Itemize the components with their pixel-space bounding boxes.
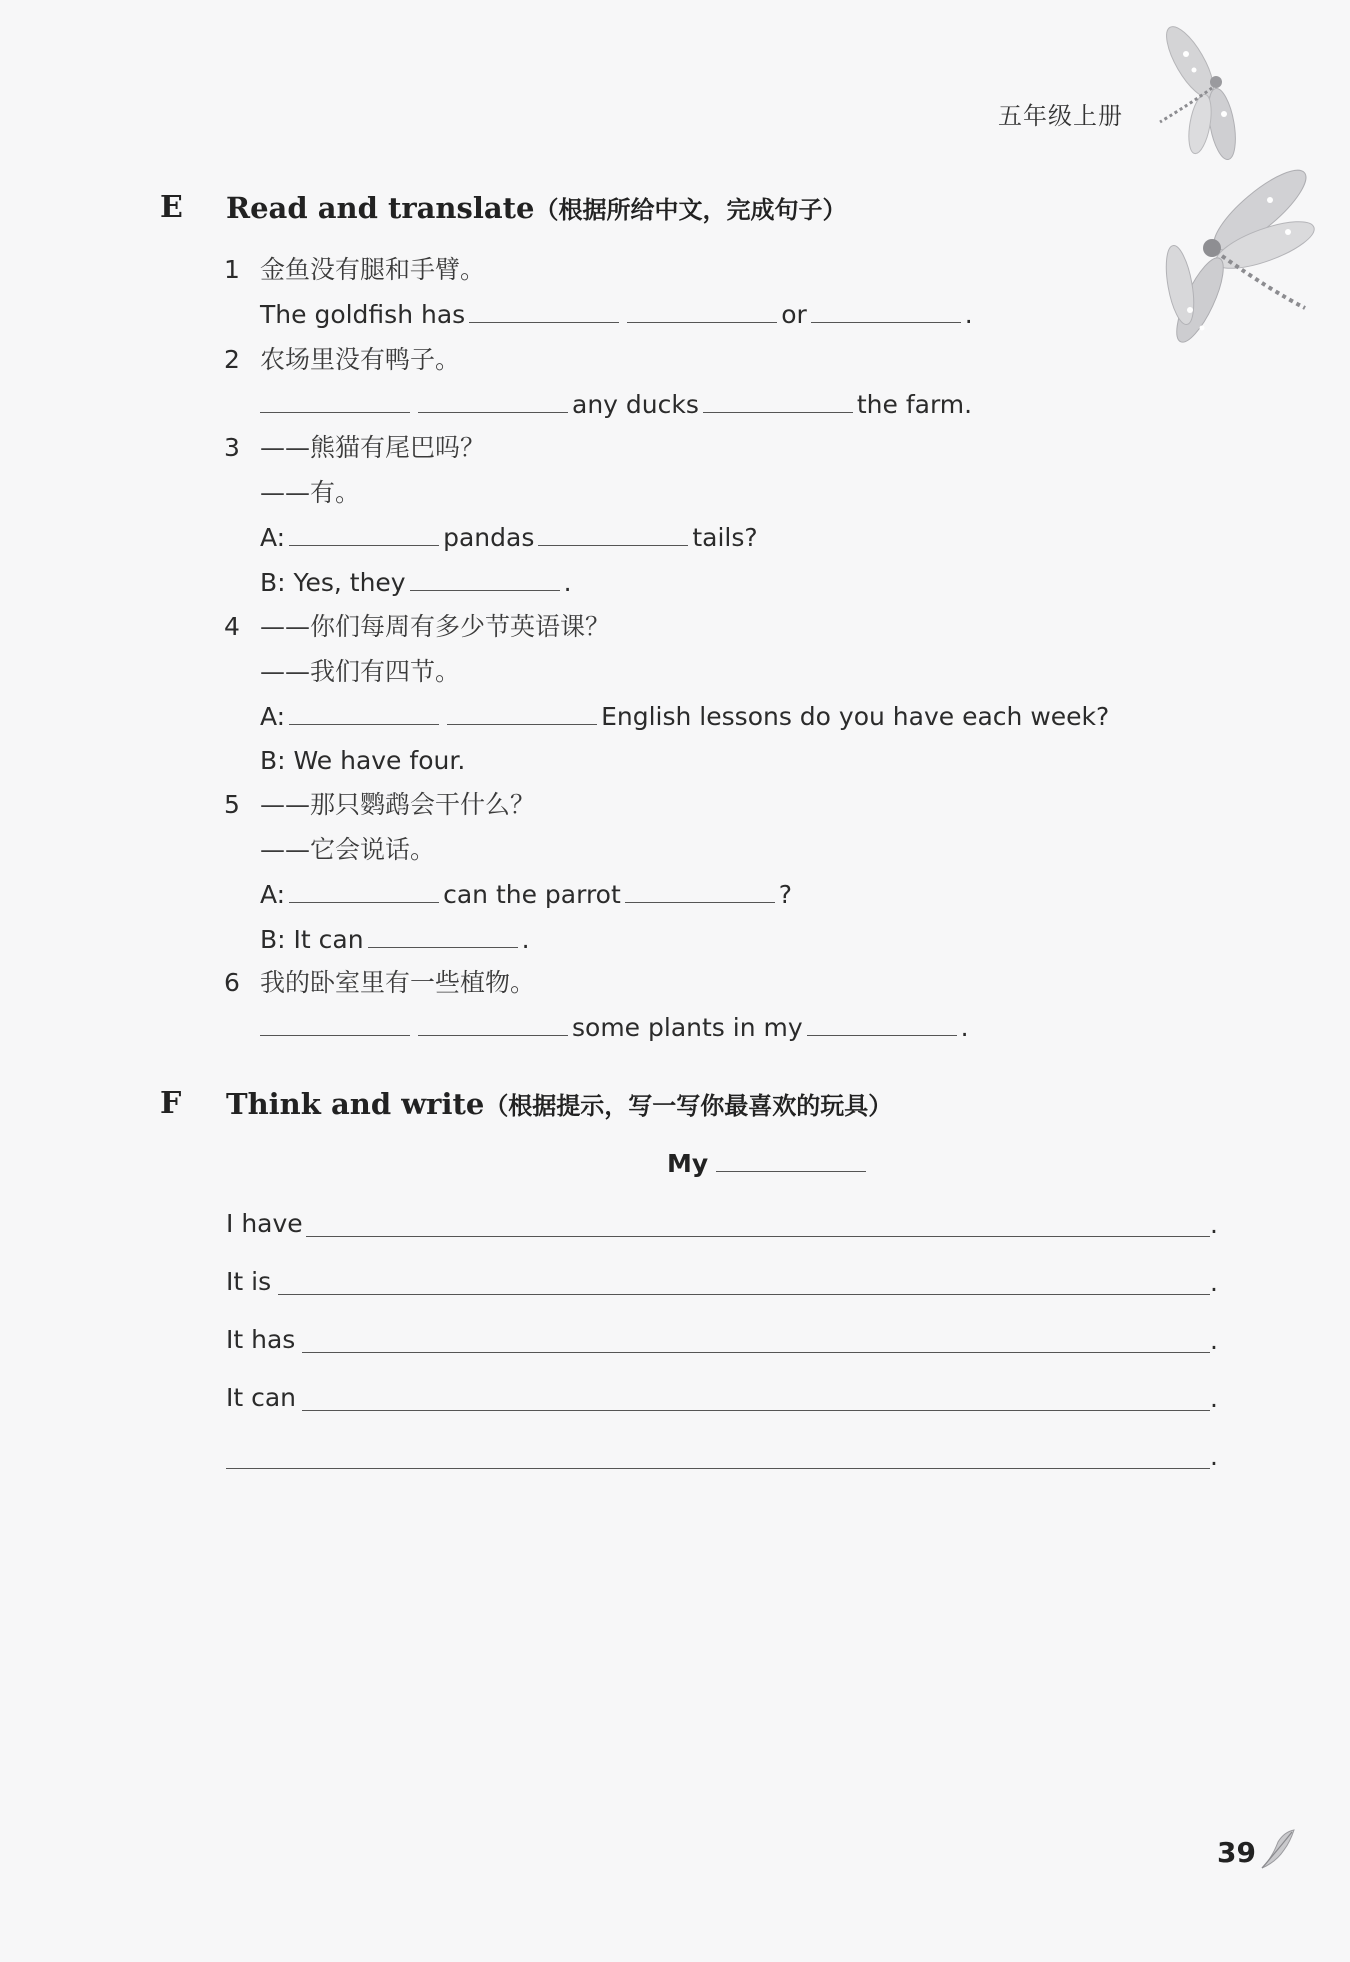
writing-line-1-dot: . [1210, 1210, 1218, 1239]
title-blank[interactable] [716, 1145, 866, 1172]
answer-text: . [960, 1013, 969, 1042]
speaker-b: B: It can [260, 925, 364, 954]
writing-line-4-label: It can [226, 1383, 297, 1412]
answer-text: can the parrot [443, 880, 621, 909]
speaker-a: A: [260, 702, 286, 731]
answer-blank[interactable] [447, 698, 597, 725]
writing-line-3[interactable] [302, 1352, 1210, 1353]
section-e-letter: E [160, 190, 183, 225]
answer-text: pandas [443, 523, 535, 552]
speaker-b: B: Yes, they [260, 568, 406, 597]
answer-blank[interactable] [289, 876, 439, 903]
writing-line-2[interactable] [278, 1294, 1210, 1295]
section-f-title-zh: （根据提示，写一写你最喜欢的玩具） [484, 1092, 893, 1120]
item-number: 3 [224, 433, 240, 462]
writing-line-1-label: I have [226, 1209, 303, 1238]
item-number: 1 [224, 255, 240, 284]
section-f-title [226, 1086, 892, 1121]
answer-blank[interactable] [418, 386, 568, 413]
answer-text: . [563, 568, 572, 597]
answer-text: any ducks [572, 390, 699, 419]
answer-text: tails? [692, 523, 758, 552]
speaker-a: A: [260, 880, 286, 909]
answer-blank[interactable] [625, 876, 775, 903]
answer-blank[interactable] [289, 698, 439, 725]
answer-text: B: We have four. [260, 746, 466, 775]
answer-blank[interactable] [410, 564, 560, 591]
section-e-title [226, 190, 847, 225]
answer-blank[interactable] [260, 1009, 410, 1036]
item-chinese: 我的卧室里有一些植物。 [260, 968, 536, 997]
answer-blank[interactable] [469, 296, 619, 323]
answer-blank[interactable] [368, 921, 518, 948]
item-number: 4 [224, 612, 240, 641]
answer-blank[interactable] [260, 386, 410, 413]
answer-blank[interactable] [703, 386, 853, 413]
answer-blank[interactable] [418, 1009, 568, 1036]
writing-line-2-dot: . [1210, 1268, 1218, 1297]
answer-text: English lessons do you have each week? [601, 702, 1110, 731]
answer-text: the farm. [856, 390, 973, 419]
answer-text: . [964, 300, 973, 329]
item-number: 5 [224, 790, 240, 819]
composition-title-text: My [667, 1149, 709, 1178]
answer-blank[interactable] [807, 1009, 957, 1036]
answer-blank[interactable] [538, 519, 688, 546]
answer-text: or [781, 300, 807, 329]
answer-blank[interactable] [289, 519, 439, 546]
writing-line-5[interactable] [226, 1468, 1210, 1469]
writing-line-3-dot: . [1210, 1326, 1218, 1355]
answer-text: . [521, 925, 530, 954]
item-chinese: 农场里没有鸭子。 [260, 345, 461, 374]
writing-line-4[interactable] [302, 1410, 1210, 1411]
writing-line-4-dot: . [1210, 1384, 1218, 1413]
section-f-title-en: Think and write [226, 1087, 485, 1121]
section-e-title-zh: （根据所给中文，完成句子） [534, 196, 847, 224]
dragonfly-decoration-top [1130, 14, 1260, 164]
item-chinese-q: ——那只鹦鹉会干什么？ [260, 790, 536, 819]
item-chinese-q: ——你们每周有多少节英语课？ [260, 612, 611, 641]
composition-title [667, 1145, 870, 1178]
answer-text: some plants in my [572, 1013, 803, 1042]
writing-line-5-dot: . [1210, 1442, 1218, 1471]
section-f-letter: F [160, 1086, 182, 1121]
item-number: 2 [224, 345, 240, 374]
grade-label: 五年级上册 [998, 102, 1123, 130]
item-chinese-a: ——有。 [260, 478, 361, 507]
writing-line-3-label: It has [226, 1325, 296, 1354]
item-chinese: 金鱼没有腿和手臂。 [260, 255, 486, 284]
item-chinese-q: ——熊猫有尾巴吗？ [260, 433, 486, 462]
item-chinese-a: ——我们有四节。 [260, 657, 461, 686]
writing-line-2-label: It is [226, 1267, 272, 1296]
page-number: 39 [1217, 1836, 1256, 1869]
answer-blank[interactable] [627, 296, 777, 323]
answer-text: ? [778, 880, 793, 909]
item-chinese-a: ——它会说话。 [260, 835, 436, 864]
section-e-title-en: Read and translate [226, 191, 535, 225]
answer-blank[interactable] [811, 296, 961, 323]
feather-icon [1258, 1828, 1298, 1872]
speaker-a: A: [260, 523, 286, 552]
dragonfly-decoration-right [1130, 150, 1330, 370]
answer-text: The goldfish has [260, 300, 466, 329]
item-number: 6 [224, 968, 240, 997]
writing-line-1[interactable] [306, 1236, 1210, 1237]
